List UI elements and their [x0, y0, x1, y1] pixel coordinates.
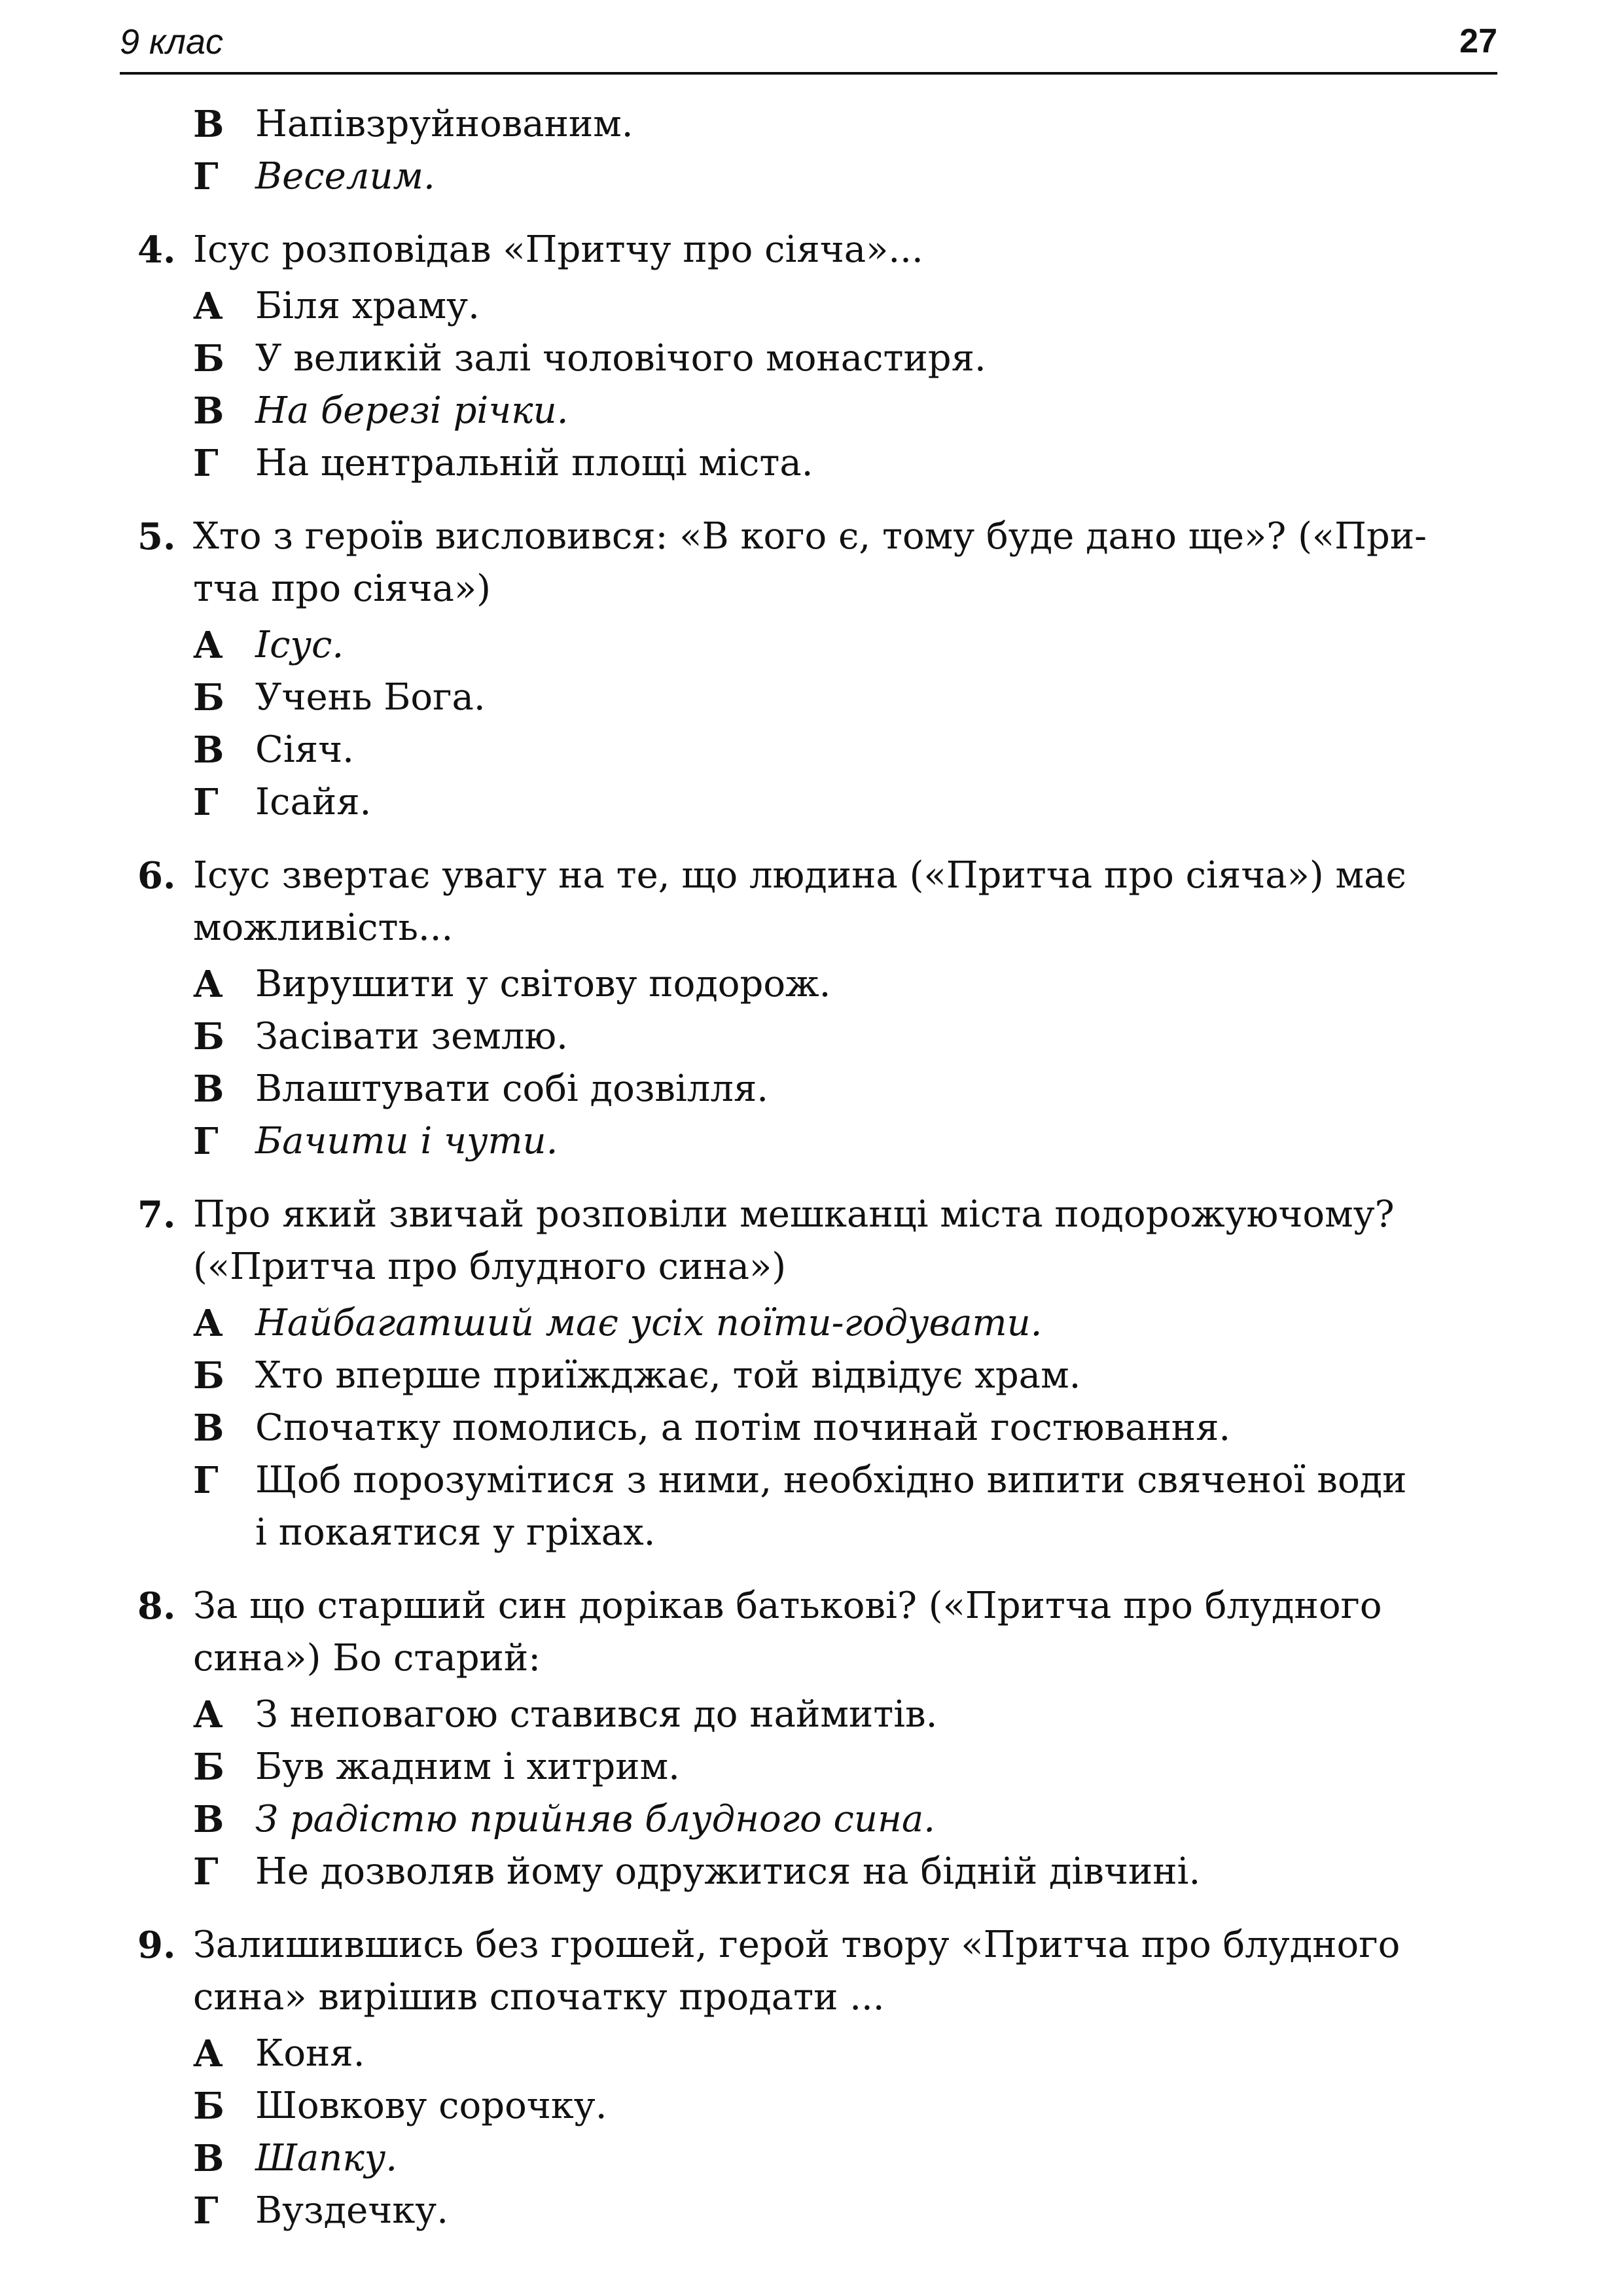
option-letter: Б: [193, 676, 224, 719]
question-line: сина») Бо старий:: [193, 1637, 541, 1679]
option-letter: А: [193, 2032, 223, 2075]
question-text: [137, 1580, 1499, 1685]
option-letter: А: [193, 1693, 223, 1736]
option-letter: А: [193, 285, 223, 328]
option-letter: А: [193, 1302, 223, 1345]
option-letter: А: [193, 624, 223, 667]
option-letter: Г: [193, 781, 219, 824]
option-letter: В: [193, 1798, 224, 1841]
question-line: Ісус звертає увагу на те, що людина («Притча про сіяча») має: [193, 854, 1406, 897]
option-text: Щоб порозумітися з ними, необхідно випити свяченої води: [255, 1459, 1407, 1501]
question-6: [137, 850, 1499, 1168]
option-letter: В: [193, 1407, 224, 1450]
question-line: («Притча про блудного сина»): [193, 1246, 787, 1288]
question-4: [137, 224, 1499, 490]
question-text: [137, 850, 1499, 954]
option-text: Ісус.: [255, 624, 344, 666]
question-text: [137, 1919, 1499, 2024]
option-letter: В: [193, 389, 224, 433]
options-list: [137, 2028, 1499, 2237]
option-text: Влаштувати собі дозвілля.: [255, 1067, 769, 1110]
option-text: Веселим.: [255, 155, 435, 198]
question-line: Ісус розповідав «Притчу про сіяча»...: [193, 228, 923, 271]
option-letter: Б: [193, 1354, 224, 1397]
question-7: [137, 1189, 1499, 1559]
options-list: [137, 1689, 1499, 1898]
option-text: Ісайя.: [255, 781, 372, 823]
option-letter: А: [193, 963, 223, 1006]
option-letter: В: [193, 2137, 224, 2180]
option-text: Був жадним і хитрим.: [255, 1746, 680, 1788]
option-text: Біля храму.: [255, 285, 480, 327]
option-letter: Г: [193, 1120, 219, 1163]
option-letter: Г: [193, 2189, 219, 2233]
continued-options: [137, 98, 1499, 203]
option-text: На центральній площі міста.: [255, 442, 813, 484]
question-line: можливість...: [193, 906, 454, 949]
options-list: [137, 619, 1499, 829]
option-letter: Г: [193, 1459, 219, 1502]
option-letter: Б: [193, 1746, 224, 1789]
question-line: тча про сіяча»): [193, 567, 491, 610]
option-text: Бачити і чути.: [255, 1120, 558, 1162]
question-text: [137, 1189, 1499, 1293]
options-list: [137, 958, 1499, 1168]
option-text: Напівзруйнованим.: [255, 103, 633, 145]
option-text: Засівати землю.: [255, 1015, 568, 1058]
option-text: Спочатку помолись, а потім починай гостювання.: [255, 1407, 1231, 1449]
options-list: [137, 1297, 1499, 1559]
question-line: Залишившись без грошей, герой твору «Притча про блудного: [193, 1924, 1400, 1966]
question-number: 9.: [137, 1924, 176, 1967]
question-text: [137, 224, 1499, 276]
option-text: Коня.: [255, 2032, 365, 2075]
option-text: Вирушити у світову подорож.: [255, 963, 831, 1005]
option-text: Сіяч.: [255, 728, 354, 771]
question-line: За що старший син дорікав батькові? («Притча про блудного: [193, 1585, 1382, 1627]
question-number: 6.: [137, 854, 176, 897]
option-text: У великій залі чоловічого монастиря.: [255, 337, 986, 380]
question-line: Про який звичай розповіли мешканці міста подорожуючому?: [193, 1193, 1395, 1236]
option-letter: В: [193, 728, 224, 772]
option-letter: Б: [193, 2085, 224, 2128]
test-content: [137, 98, 1499, 2237]
option-text: Не дозволяв йому одружитися на бідній дівчині.: [255, 1850, 1201, 1893]
option-letter: Г: [193, 442, 219, 485]
option-text: На березі річки.: [255, 389, 569, 432]
question-number: 8.: [137, 1585, 176, 1628]
option-letter: Б: [193, 1015, 224, 1058]
option-text: Хто вперше приїжджає, той відвідує храм.: [255, 1354, 1081, 1397]
question-line: Хто з героїв висловився: «В кого є, тому буде дано ще»? («При-: [193, 515, 1427, 558]
question-9: [137, 1919, 1499, 2237]
option-text: З радістю прийняв блудного сина.: [255, 1798, 936, 1840]
question-line: сина» вирішив спочатку продати ...: [193, 1976, 885, 2018]
class-label: 9 клас: [120, 22, 224, 62]
option-text: Шовкову сорочку.: [255, 2085, 607, 2127]
question-number: 5.: [137, 515, 176, 558]
page-header: [120, 18, 1497, 75]
question-number: 7.: [137, 1193, 176, 1236]
option-letter: Б: [193, 337, 224, 380]
option-letter: Г: [193, 155, 219, 198]
option-row: [137, 98, 1499, 151]
option-letter: Г: [193, 1850, 219, 1893]
option-text-continued: і покаятися у гріхах.: [255, 1511, 656, 1554]
question-text: [137, 511, 1499, 615]
page-number: 27: [1459, 22, 1497, 60]
option-text: Учень Бога.: [255, 676, 486, 719]
option-text: Шапку.: [255, 2137, 398, 2179]
option-text: З неповагою ставився до наймитів.: [255, 1693, 938, 1736]
question-5: [137, 511, 1499, 829]
option-row: [137, 151, 1499, 203]
question-number: 4.: [137, 228, 176, 272]
option-letter: В: [193, 1067, 224, 1111]
options-list: [137, 280, 1499, 490]
option-letter: В: [193, 103, 224, 146]
question-8: [137, 1580, 1499, 1898]
option-text: Вуздечку.: [255, 2189, 449, 2232]
option-text: Найбагатший має усіх поїти-годувати.: [255, 1302, 1043, 1344]
